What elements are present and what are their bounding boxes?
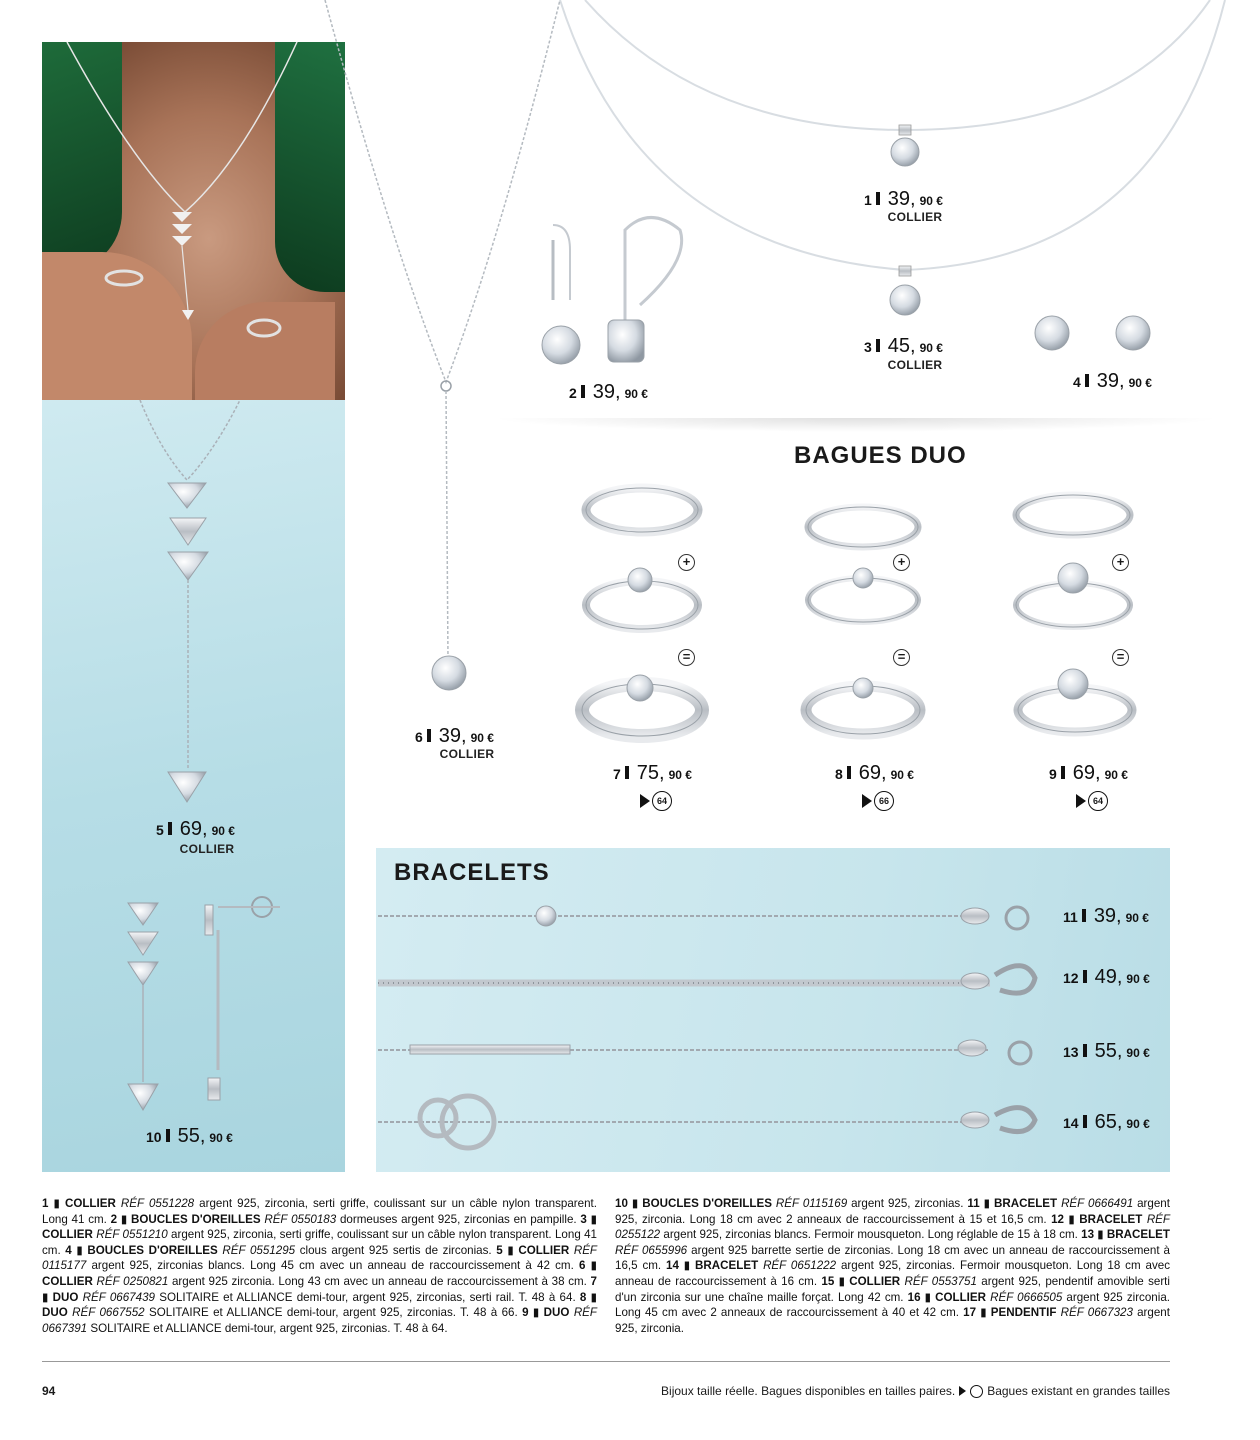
plus-operator: + xyxy=(1112,554,1129,571)
description-ref: 6 ▮ COLLIER xyxy=(42,1259,597,1288)
description-code: RÉF 0651222 xyxy=(763,1259,837,1273)
footer-note-sizes: Bijoux taille réelle. Bagues disponibles en tailles paires. xyxy=(661,1384,956,1398)
price-item-11: 11 39, 90 € xyxy=(1063,905,1149,927)
description-text: SOLITAIRE et ALLIANCE demi-tour, argent 925, zirconias. T. 48 à 66. xyxy=(144,1306,523,1320)
triangle-icon xyxy=(959,1386,966,1396)
description-code: RÉF 0667439 xyxy=(82,1290,155,1304)
description-ref: 3 ▮ COLLIER xyxy=(42,1212,597,1242)
large-size-badge xyxy=(640,791,672,811)
description-code: RÉF 0115169 xyxy=(775,1197,848,1210)
bracelet-12-drawing xyxy=(378,966,1035,993)
plus-operator: + xyxy=(893,554,910,571)
price-item-5: 5 69, 90 € xyxy=(156,818,235,840)
description-ref: 12 ▮ BRACELET xyxy=(1051,1212,1147,1226)
description-ref: 13 ▮ BRACELET xyxy=(1081,1228,1170,1242)
price-item-1: 1 39, 90 € xyxy=(864,188,943,210)
description-ref: 11 ▮ BRACELET xyxy=(967,1197,1062,1210)
price-item-7: 7 75, 90 € xyxy=(613,762,692,784)
rings-section-title: BAGUES DUO xyxy=(794,442,967,469)
description-text: argent 925, zirconias blancs. Fermoir mousqueton. Long réglable de 15 à 18 cm. xyxy=(660,1228,1082,1242)
necklace-6-drawing xyxy=(325,0,560,690)
description-code: RÉF 0667323 xyxy=(1060,1306,1133,1320)
price-item-4: 4 39, 90 € xyxy=(1073,370,1152,392)
earrings-4-drawing xyxy=(1035,316,1150,350)
description-code: RÉF 0553751 xyxy=(904,1274,977,1288)
description-code: RÉF 0655996 xyxy=(615,1243,688,1257)
description-code: RÉF 0667391 xyxy=(42,1306,597,1335)
description-code: RÉF 0255122 xyxy=(615,1212,1170,1242)
price-item-3: 3 45, 90 € xyxy=(864,335,943,357)
description-ref: 7 ▮ DUO xyxy=(42,1274,597,1304)
description-text: argent 925, zirconia. Long 18 cm avec 2 anneaux de raccourcissement à 15 et 16,5 cm. xyxy=(615,1197,1170,1226)
footer-note xyxy=(661,1384,1170,1398)
size-circle-icon: 64 xyxy=(652,791,672,811)
description-text: argent 925, zirconia, serti griffe, coulissant sur un câble nylon transparent. Long 41 cm. xyxy=(42,1197,598,1226)
bracelets-section-title: BRACELETS xyxy=(394,859,550,886)
price-item-14: 14 65, 90 € xyxy=(1063,1111,1150,1133)
description-text: argent 925 zirconia. Long 43 cm avec un anneau de raccourcissement à 38 cm. xyxy=(168,1274,591,1288)
item-6-label: COLLIER xyxy=(439,747,495,761)
description-text: clous argent 925 sertis de zirconias. xyxy=(295,1243,497,1257)
description-code: RÉF 0666491 xyxy=(1061,1197,1134,1210)
description-text: argent 925 barrette sertie de zirconias. Long 18 cm avec un anneau de raccourcissement à 16,5 cm. xyxy=(615,1243,1170,1273)
large-size-badge xyxy=(1076,791,1108,811)
description-text: argent 925, pendentif amovible serti d'un zirconia sur une chaîne maille forçat. Long 42 cm. xyxy=(615,1274,1170,1304)
description-text: argent 925, zirconias. xyxy=(847,1197,968,1210)
description-code: RÉF 0667552 xyxy=(72,1306,145,1320)
circle-icon xyxy=(970,1385,983,1398)
price-item-12: 12 49, 90 € xyxy=(1063,966,1150,988)
description-ref: 8 ▮ DUO xyxy=(42,1290,597,1320)
description-text: argent 925, zirconias. Fermoir mousqueton. Long 18 cm avec anneau de raccourcissement à 16 cm. xyxy=(615,1259,1170,1288)
rings-9-drawing xyxy=(1016,495,1132,732)
description-ref: 16 ▮ COLLIER xyxy=(907,1290,991,1304)
item-5-label: COLLIER xyxy=(179,842,235,856)
description-text: argent 925, zirconias blancs. Long 45 cm avec un anneau de raccourcissement à 42 cm. xyxy=(86,1259,579,1273)
price-item-2: 2 39, 90 € xyxy=(569,381,648,403)
description-ref: 17 ▮ PENDENTIF xyxy=(963,1306,1061,1320)
description-ref: 1 ▮ COLLIER xyxy=(42,1197,121,1210)
item-1-label: COLLIER xyxy=(887,210,943,224)
equals-operator: = xyxy=(893,649,910,666)
description-text: argent 925, zirconia. xyxy=(615,1306,1170,1335)
price-item-9: 9 69, 90 € xyxy=(1049,762,1128,784)
description-right-column xyxy=(615,1196,1170,1336)
bracelet-13-drawing xyxy=(378,1040,1031,1064)
rings-8-drawing xyxy=(806,507,920,734)
description-code: RÉF 0250821 xyxy=(96,1274,169,1288)
description-code: RÉF 0115177 xyxy=(42,1243,598,1273)
description-text: argent 925 zirconia. Long 45 cm avec 2 anneaux de raccourcissement à 40 et 42 cm. xyxy=(615,1290,1170,1320)
description-ref: 9 ▮ DUO xyxy=(522,1306,574,1320)
description-ref: 2 ▮ BOUCLES D'OREILLES xyxy=(110,1212,265,1226)
item-3-label: COLLIER xyxy=(887,358,943,372)
description-ref: 5 ▮ COLLIER xyxy=(496,1243,574,1257)
large-size-badge xyxy=(862,791,894,811)
description-text: argent 925, zirconia, serti griffe, coulissant sur un câble nylon transparent. Long 41 cm. xyxy=(42,1228,598,1257)
description-code: RÉF 0666505 xyxy=(990,1290,1063,1304)
bracelet-14-drawing xyxy=(378,1096,1035,1148)
footer-note-large-sizes: Bagues existant en grandes tailles xyxy=(987,1384,1170,1398)
necklace-5-drawing xyxy=(140,400,240,802)
earrings-2-drawing xyxy=(542,218,682,365)
bracelet-11-drawing xyxy=(378,906,1028,929)
description-code: RÉF 0550183 xyxy=(264,1212,337,1226)
necklace-1-drawing xyxy=(585,0,1210,166)
description-ref: 15 ▮ COLLIER xyxy=(821,1274,905,1288)
description-text: SOLITAIRE et ALLIANCE demi-tour, argent 925, zirconias. T. 48 à 64. xyxy=(87,1321,448,1335)
triangle-icon xyxy=(1076,794,1086,808)
description-ref: 14 ▮ BRACELET xyxy=(666,1259,764,1273)
plus-operator: + xyxy=(678,554,695,571)
footer-divider xyxy=(42,1361,1170,1362)
size-circle-icon: 64 xyxy=(1088,791,1108,811)
description-code: RÉF 0551295 xyxy=(222,1243,296,1257)
description-left-column xyxy=(42,1196,597,1336)
earrings-10-drawing xyxy=(128,897,280,1110)
page-number: 94 xyxy=(42,1384,56,1398)
price-item-13: 13 55, 90 € xyxy=(1063,1040,1150,1062)
triangle-icon xyxy=(862,794,872,808)
size-circle-icon: 66 xyxy=(874,791,894,811)
equals-operator: = xyxy=(1112,649,1129,666)
price-item-6: 6 39, 90 € xyxy=(415,725,494,747)
price-item-10: 10 55, 90 € xyxy=(146,1125,233,1147)
description-text: SOLITAIRE et ALLIANCE demi-tour, argent 925, zirconias, serti rail. T. 48 à 64. xyxy=(154,1290,580,1304)
description-ref: 10 ▮ BOUCLES D'OREILLES xyxy=(615,1197,776,1210)
description-ref: 4 ▮ BOUCLES D'OREILLES xyxy=(65,1243,223,1257)
rings-7-drawing xyxy=(582,488,702,736)
description-text: dormeuses argent 925, zirconias en pampille. xyxy=(336,1212,581,1226)
description-code: RÉF 0551228 xyxy=(120,1197,195,1210)
triangle-icon xyxy=(640,794,650,808)
equals-operator: = xyxy=(678,649,695,666)
price-item-8: 8 69, 90 € xyxy=(835,762,914,784)
description-code: RÉF 0551210 xyxy=(96,1228,168,1242)
